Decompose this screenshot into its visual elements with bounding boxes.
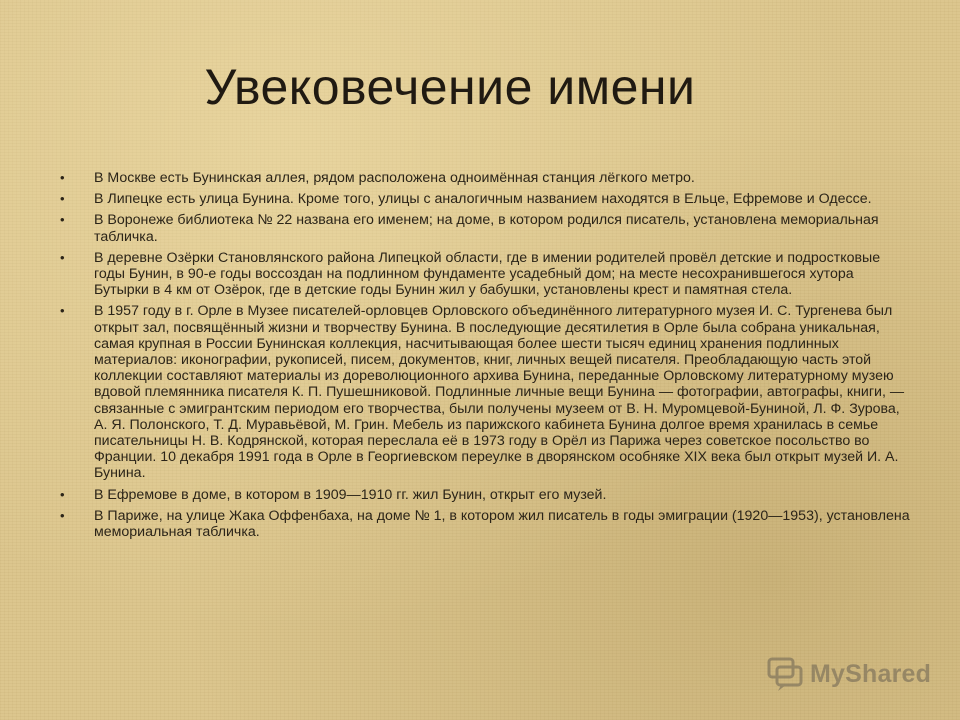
bullet-item [60,212,910,244]
bullet-marker: • [60,507,65,523]
bullet-marker: • [60,249,65,265]
bullet-item [60,487,910,503]
bullet-text: В деревне Озёрки Становлянского района Липецкой области, где в имении родителей провёл детские и подростковые годы Бунин, в 90-е годы воссоздан на подлинном фундаменте усадебный дом; на месте несохранившегося хутора Бутырки в 4 км от Озёрок, где в детские годы Бунин жил у бабушки, установлены крест и памятная стела. [94,249,881,299]
bullet-text: В Париже, на улице Жака Оффенбаха, на доме № 1, в котором жил писатель в годы эмиграции (1920—1953), установлена мемориальная табличка. [94,507,910,541]
slide-title: Увековечение имени [204,59,696,115]
bullet-text: В Ефремове в доме, в котором в 1909—1910 гг. жил Бунин, открыт его музей. [94,486,607,503]
bullet-item [60,191,910,207]
bullet-marker: • [60,303,65,319]
bullet-item [60,250,910,299]
bullet-text: В Москве есть Бунинская аллея, рядом расположена одноимённая станция лёгкого метро. [94,170,695,186]
bullet-item [60,303,910,481]
bullet-marker: • [60,191,65,207]
watermark-text: MyShared [810,659,932,688]
bullet-marker: • [60,212,65,228]
bullet-text: В Воронеже библиотека № 22 названа его именем; на доме, в котором родился писатель, установлена мемориальная табличка. [94,212,879,245]
bullet-text: В 1957 году в г. Орле в Музее писателей-орловцев Орловского объединённого литературного музея И. С. Тургенева был открыт зал, посвящённый жизни и творчеству Бунина. В последующие десятилетия в Орле была собрана уникальная, самая крупная в России Бунинская коллекция, насчитывающая более шести тысяч единиц хранения подлинных материалов: иконографии, рукописей, писем, документов, книг, личных вещей писателя. Преобладающую часть этой коллекции составляют материалы из дореволюционного архива Бунина, переданные Орловскому литературному музею вдовой племянника писателя К. П. Пушешниковой. Подлинные личные вещи Бунина — фотографии, автографы, книги, — связанные с эмигрантским периодом его творчества, были получены музеем от В. Н. Муромцевой-Буниной, Л. Ф. Зурова, А. Я. Полонского, Т. Д. Муравьёвой, М. Грин. Мебель из парижского кабинета Бунина долгое время хранилась в семье писательницы Н. В. Кодрянской, которая переслала её в 1973 году в Орёл из Парижа через советское посольство во Франции. 10 декабря 1991 года в Орле в Георгиевском переулке в дворянском особняке XIX века был открыт музей И. А. Бунина. [94,303,905,482]
bullet-list [60,170,910,545]
myshared-watermark [766,654,931,694]
bullet-marker: • [60,486,65,502]
bullet-text: В Липецке есть улица Бунина. Кроме того, улицы с аналогичным названием находятся в Ельце, Ефремове и Одессе. [94,191,872,208]
bullet-marker: • [60,170,65,185]
bullet-item [60,508,910,540]
myshared-logo-icon [766,655,804,693]
bullet-item [60,170,910,186]
